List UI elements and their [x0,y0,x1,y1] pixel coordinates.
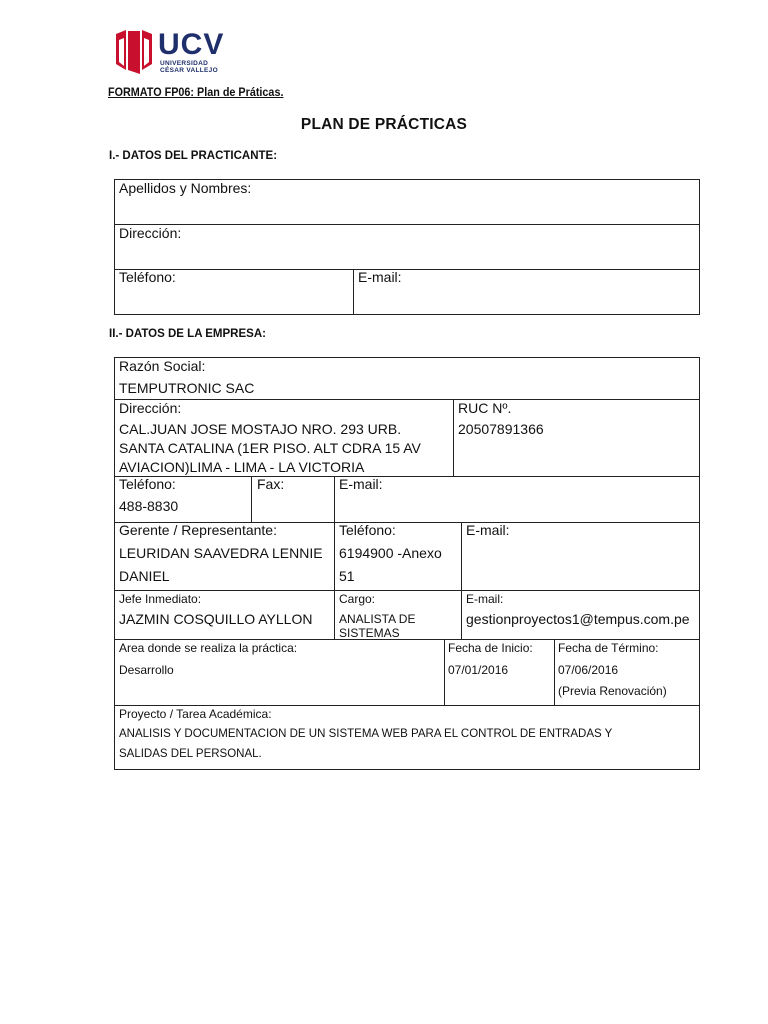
jefe-value: JAZMIN COSQUILLO AYLLON [119,611,313,627]
fecha-termino-label: Fecha de Término: [558,641,659,655]
telefono-empresa-label: Teléfono: [119,476,176,492]
gerente-email-cell [462,523,699,591]
direccion-empresa-label: Dirección: [119,400,182,416]
direccion-line1: CAL.JUAN JOSE MOSTAJO NRO. 293 URB. [119,421,402,437]
gerente-telefono-label: Teléfono: [339,522,396,538]
gerente-line2: DANIEL [119,568,170,584]
apellidos-label: Apellidos y Nombres: [119,180,252,196]
proyecto-line1: ANALISIS Y DOCUMENTACION DE UN SISTEMA WEB PARA EL CONTROL DE ENTRADAS Y [119,728,613,740]
jefe-email-label: E-mail: [466,592,504,606]
jefe-email-cell [462,591,699,640]
cargo-label: Cargo: [339,592,376,606]
proyecto-line2: SALIDAS DEL PERSONAL. [119,748,262,760]
razon-value: TEMPUTRONIC SAC [119,380,255,396]
telefono-cell [115,270,354,314]
logo-subtitle-line2: CÉSAR VALLEJO [160,67,218,74]
proyecto-cell [115,706,699,769]
logo-subtitle [160,60,230,74]
section-empresa-heading: II.- DATOS DE LA EMPRESA: [109,328,266,340]
formato-label: FORMATO FP06: Plan de Práticas. [108,85,284,99]
logo-subtitle-line1: UNIVERSIDAD [160,60,209,67]
gerente-telefono-line1: 6194900 -Anexo [339,545,442,561]
fecha-termino-value: 07/06/2016 [558,663,619,677]
gerente-email-label: E-mail: [466,522,510,538]
razon-label: Razón Social: [119,358,206,374]
ruc-cell [454,400,699,477]
gerente-label: Gerente / Representante: [119,522,277,538]
telefono-empresa-value: 488-8830 [119,498,179,514]
cargo-line2: SISTEMAS [339,626,400,640]
gerente-line1: LEURIDAN SAAVEDRA LENNIE [119,545,323,561]
practicante-table [114,179,700,315]
direccion-cell [115,225,699,270]
fax-label: Fax: [257,476,285,492]
fax-cell [252,477,335,523]
jefe-email-value: gestionproyectos1@tempus.com.pe [466,611,690,627]
apellidos-cell [115,180,699,225]
page-title: PLAN DE PRÁCTICAS [300,116,468,133]
logo-text: UCV [158,28,225,61]
email-empresa-cell [335,477,699,523]
razon-cell [115,358,699,400]
jefe-label: Jefe Inmediato: [119,592,202,606]
fecha-inicio-label: Fecha de Inicio: [448,641,533,655]
fecha-termino-cell [555,640,699,706]
gerente-telefono-line2: 51 [339,568,355,584]
fecha-inicio-cell [445,640,555,706]
email-label: E-mail: [358,269,402,285]
cargo-cell [335,591,462,640]
gerente-cell [115,523,335,591]
ruc-label: RUC Nº. [458,400,512,416]
direccion-line3: AVIACION)LIMA - LIMA - LA VICTORIA [119,459,365,475]
fecha-termino-note: (Previa Renovación) [558,684,667,698]
gerente-telefono-cell [335,523,462,591]
email-empresa-label: E-mail: [339,476,383,492]
area-label: Area donde se realiza la práctica: [119,641,298,655]
cargo-line1: ANALISTA DE [339,612,416,626]
area-value: Desarrollo [119,663,174,677]
direccion-line2: SANTA CATALINA (1ER PISO. ALT CDRA 15 AV [119,440,421,456]
email-cell [354,270,699,314]
telefono-empresa-cell [115,477,252,523]
ruc-value: 20507891366 [458,421,544,437]
proyecto-label: Proyecto / Tarea Académica: [119,707,272,721]
fecha-inicio-value: 07/01/2016 [448,663,509,677]
section-practicante-heading: I.- DATOS DEL PRACTICANTE: [109,150,278,162]
empresa-table [114,357,700,770]
direccion-empresa-cell [115,400,454,477]
telefono-label: Teléfono: [119,269,176,285]
jefe-cell [115,591,335,640]
area-cell [115,640,445,706]
ucv-shield-icon [114,30,154,74]
direccion-label: Dirección: [119,225,182,241]
